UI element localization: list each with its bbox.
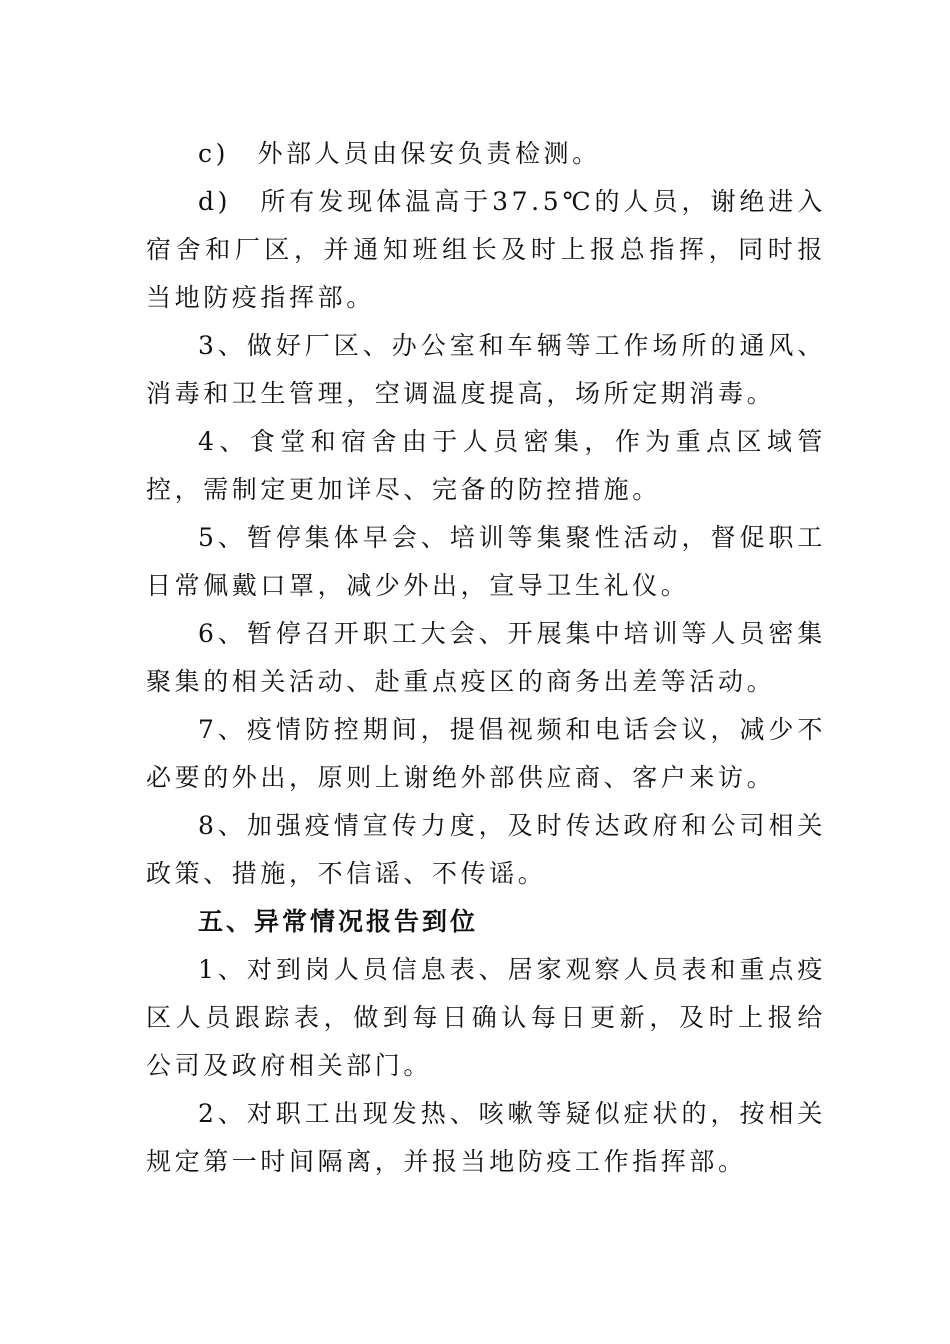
paragraph-7: 7、疫情防控期间，提倡视频和电话会议，减少不必要的外出，原则上谢绝外部供应商、客户来访。 (146, 715, 826, 792)
paragraph-4: 4、食堂和宿舍由于人员密集，作为重点区域管控，需制定更加详尽、完备的防控措施。 (146, 427, 826, 504)
paragraph-5: 5、暂停集体早会、培训等集聚性活动，督促职工日常佩戴口罩，减少外出，宣导卫生礼仪。 (146, 523, 826, 600)
paragraph-d: d) 所有发现体温高于37.5℃的人员，谢绝进入宿舍和厂区，并通知班组长及时上报总指挥，同时报当地防疫指挥部。 (146, 187, 826, 312)
paragraph-8: 8、加强疫情宣传力度，及时传达政府和公司相关政策、措施，不信谣、不传谣。 (146, 811, 826, 888)
paragraph-6: 6、暂停召开职工大会、开展集中培训等人员密集聚集的相关活动、赴重点疫区的商务出差等活动。 (146, 619, 826, 696)
section-paragraph-2: 2、对职工出现发热、咳嗽等疑似症状的，按相关规定第一时间隔离，并报当地防疫工作指挥部。 (146, 1099, 826, 1176)
paragraph-c: c) 外部人员由保安负责检测。 (198, 139, 601, 168)
section-heading: 五、异常情况报告到位 (198, 907, 479, 936)
section-paragraph-1: 1、对到岗人员信息表、居家观察人员表和重点疫区人员跟踪表，做到每日确认每日更新，及时上报给公司及政府相关部门。 (146, 955, 826, 1080)
paragraph-3: 3、做好厂区、办公室和车辆等工作场所的通风、消毒和卫生管理，空调温度提高，场所定期消毒。 (146, 331, 826, 408)
